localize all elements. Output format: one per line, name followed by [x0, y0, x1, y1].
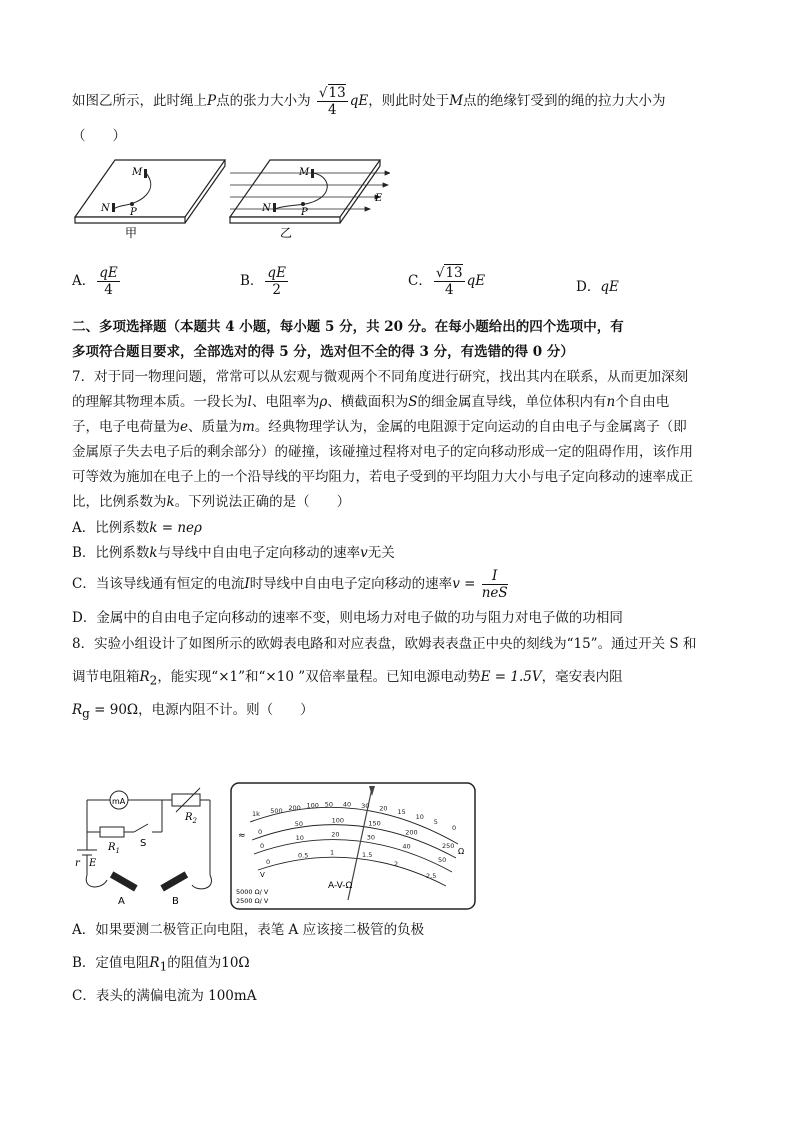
ohm-tick-label: 10 [415, 812, 424, 821]
ohm-tick-label: 500 [270, 806, 283, 815]
ohm-tick-label: 30 [361, 801, 370, 810]
q6-option-a[interactable]: A． $\frac{qE}{4}$ [72, 265, 118, 298]
q7-line4: 金属原子失去电子后的剩余部分）的碰撞，该碰撞过程将对电子的定向移动形成一定的阻碍作用，该作用 [72, 444, 693, 460]
spec-line2: 2500 Ω/ V [236, 897, 269, 905]
q6-option-d[interactable]: D．qE [576, 279, 619, 295]
section2-line1: 二、多项选择题（本题共 4 小题，每小题 5 分，共 20 分。在每小题给出的四个选项中，有 [72, 319, 624, 335]
q6-option-b[interactable]: B． $\frac{qE}{2}$ [240, 265, 286, 298]
switch-label: S [140, 838, 147, 849]
spec-line1: 5000 Ω/ V [236, 888, 269, 896]
q6-stem: 如图乙所示，此时绳上P点的张力大小为 $\frac{√13}{4}$ qE，则此时处于M点的绝缘钉受到的绳的拉力大小为 [72, 85, 666, 118]
mid2-tick-label: 20 [331, 830, 340, 839]
mid-tick-label: 150 [368, 819, 381, 828]
omega-label: Ω [458, 847, 465, 856]
tilde-label: ≈ [238, 831, 246, 841]
label-n: N [262, 203, 271, 214]
label-m: M [299, 167, 310, 178]
label-m: M [132, 167, 143, 178]
mid-tick-label: 250 [442, 842, 455, 850]
q7-option-d[interactable]: D．金属中的自由电子定向移动的速率不变，则电场力对电子做的功与阻力对电子做的功相同 [72, 610, 623, 626]
q7-line1: 7．对于同一物理问题，常常可以从宏观与微观两个不同角度进行研究，找出其内在联系，从而更加深刻 [72, 369, 689, 385]
ohm-tick-label: 15 [397, 808, 406, 817]
q8-option-c[interactable]: C．表头的满偏电流为 100mA [72, 988, 257, 1004]
q8-line2: 调节电阻箱$R_2$，能实现“×1”和“×10 ”双倍率量程。已知电源电动势E = 1.5V，毫安表内阻 [72, 669, 623, 688]
r1-label: $R_1$ [108, 842, 120, 855]
ohm-tick-label: 200 [288, 803, 301, 812]
q8-line3: $R_g = 90\Omega$，电源内阻不计。则（ ） [72, 702, 314, 721]
label-n: N [101, 203, 110, 214]
probe-a-label: A [118, 896, 125, 907]
mid2-tick-label: 50 [438, 856, 447, 864]
label-p: P [301, 207, 308, 218]
label-p: P [130, 207, 137, 218]
ohm-tick-label: 5 [433, 818, 438, 827]
mid-tick-label: 0 [258, 828, 263, 836]
ohm-tick-label: 20 [379, 804, 388, 813]
mid2-tick-label: 40 [402, 842, 411, 851]
sqrt13-over-4: $\frac{√13}{4}$ [318, 85, 346, 118]
q7-option-c[interactable]: C．当该导线通有恒定的电流I时导线中自由电子定向移动的速率v = $\frac{I}{\text{neS}}$ [72, 568, 508, 601]
mid2-tick-label: 10 [295, 834, 304, 843]
q7-option-b[interactable]: B．比例系数k与导线中自由电子定向移动的速率v无关 [72, 545, 395, 561]
q7-line6: 比，比例系数为k。下列说法正确的是（ ） [72, 494, 351, 510]
q7-option-a[interactable]: A．比例系数k = neρ [72, 520, 202, 536]
v-label: V [260, 871, 265, 879]
low-tick-label: 1.5 [362, 851, 373, 860]
mid-tick-label: 50 [294, 820, 304, 829]
avo-label: A-V-Ω [328, 881, 353, 891]
ohmmeter-dial [230, 782, 476, 910]
caption-jia: 甲 [125, 226, 138, 240]
circuit-diagram [72, 780, 222, 910]
low-tick-label: 0 [266, 858, 271, 866]
low-tick-label: 1 [330, 848, 335, 857]
q8-option-a[interactable]: A．如果要测二极管正向电阻，表笔 A 应该接二极管的负极 [72, 922, 425, 938]
probe-b-label: B [172, 896, 179, 907]
q7-line2: 的理解其物理本质。一段长为l、电阻率为ρ、横截面积为S的细金属直导线，单位体积内有n个自由电 [72, 394, 670, 410]
figure-jia [70, 155, 230, 240]
ohm-tick-label: 100 [306, 801, 319, 810]
section2-line2: 多项符合题目要求，全部选对的得 5 分，选对但不全的得 3 分，有选错的得 0 分） [72, 344, 574, 360]
q8-line1: 8．实验小组设计了如图所示的欧姆表电路和对应表盘，欧姆表表盘正中央的刻线为“15”。通过开关 S 和 [72, 636, 697, 652]
r2-label: $R_2$ [185, 812, 197, 825]
ohm-tick-label: 0 [452, 824, 457, 832]
q7-line5: 可等效为施加在电子上的一个沿导线的平均阻力，若电子受到的平均阻力大小与电子定向移动的速率成正 [72, 469, 693, 485]
ohm-tick-label: 50 [324, 800, 333, 809]
ohm-tick-label: 40 [342, 800, 352, 809]
ma-label: mA [112, 797, 126, 806]
low-tick-label: 0.5 [298, 851, 309, 860]
label-e: E [375, 193, 383, 204]
figure-yi [225, 155, 390, 240]
q8-option-b[interactable]: B．定值电阻$R_1$的阻值为10Ω [72, 955, 250, 974]
mid2-tick-label: 0 [260, 842, 265, 850]
q7-line3: 子，电子电荷量为e、质量为m。经典物理学认为，金属的电阻源于定向运动的自由电子与金属离子（即 [72, 419, 687, 435]
r-label: r [75, 858, 80, 869]
caption-yi: 乙 [280, 226, 293, 240]
mid-tick-label: 100 [331, 816, 345, 825]
mid-tick-label: 200 [405, 828, 418, 837]
ohm-tick-label: 1k [252, 810, 260, 818]
low-tick-label: 2 [394, 859, 399, 868]
mid2-tick-label: 30 [366, 833, 376, 842]
q6-option-c[interactable]: C． $\frac{√13}{4}$ qE [408, 265, 486, 298]
e-label: E [89, 858, 97, 869]
low-tick-label: 2.5 [426, 872, 437, 880]
q6-paren: （ ） [72, 128, 126, 144]
